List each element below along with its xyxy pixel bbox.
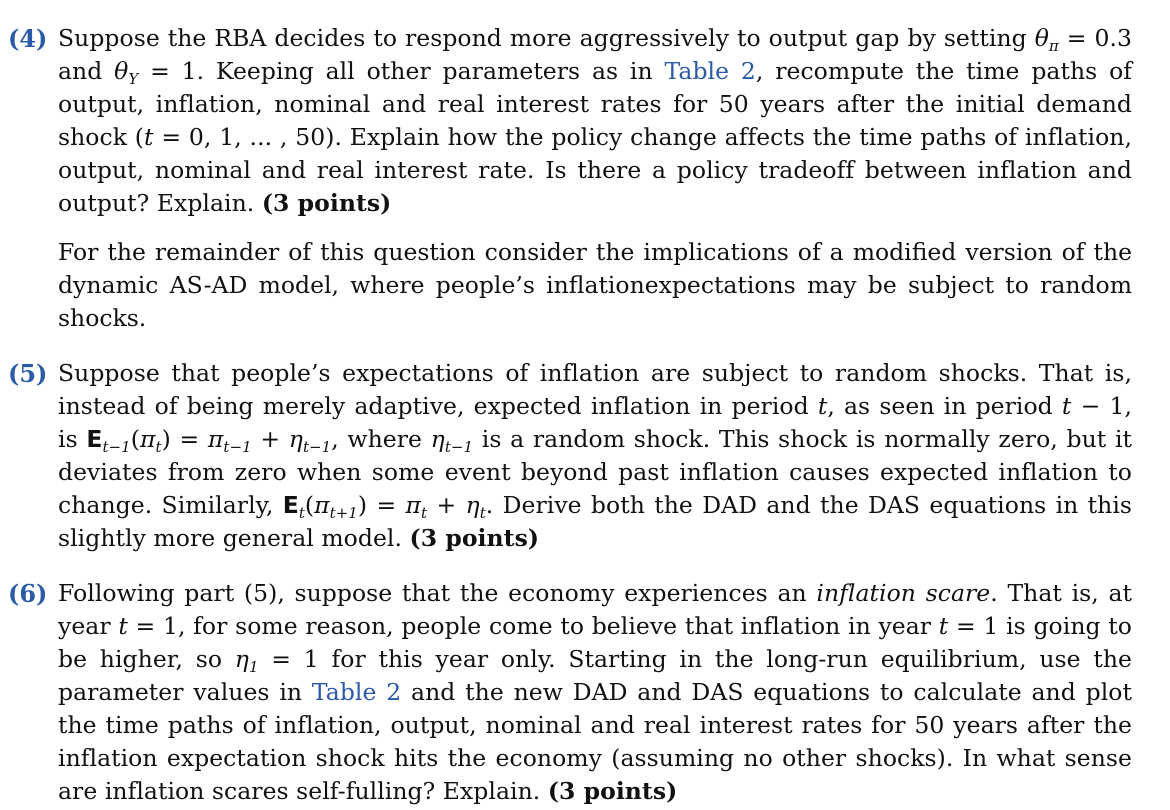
points-label: (3 points) bbox=[261, 189, 392, 217]
question-item-4 bbox=[8, 22, 1132, 220]
remainder-paragraph: For the remainder of this question consider the implications of a modified version of the dynamic AS-AD model, where people’s inflationexpectations may be subject to random shocks. bbox=[58, 238, 1132, 332]
theta-pi-symbol: $\theta_\pi$ bbox=[1034, 24, 1059, 55]
question-item-6 bbox=[8, 577, 1132, 808]
item-number: (4) bbox=[8, 24, 48, 53]
points-label: (3 points) bbox=[547, 777, 678, 805]
item-text: Following part (5), suppose that the economy experiences an inflation scare. That is, at year t = 1, for some reason, people come to believe that inflation in year t = 1 is going to be higher, so $\eta_1 = 1$ for this year only. Starting in the long-run equilibrium, use the parameter values in Table 2 and the new DAD and DAS equations to calculate and plot the time paths of inflation, output, nominal and real interest rates for 50 years after the inflation expectation shock hits the economy (assuming no other shocks). In what sense are inflation scares self-fulling? Explain. (3 points) bbox=[58, 579, 1133, 805]
item-number: (5) bbox=[8, 359, 48, 388]
points-label: (3 points) bbox=[409, 524, 540, 552]
inflation-scare-term: inflation scare bbox=[816, 579, 991, 607]
item-text: Suppose the RBA decides to respond more aggressively to output gap by setting $\theta_\pi = 0.3$ and $\theta_Y = 1$. Keeping all other parameters as in Table 2, recompute the time paths of output, inflation, nominal and real interest rates for 50 years after the initial demand shock (t = 0, 1, ... , 50). Explain how the policy change affects the time paths of inflation, output, nominal and real interest rate. Is there a policy tradeoff between inflation and output? Explain. (3 points) bbox=[58, 24, 1133, 217]
item-text: Suppose that people’s expectations of inflation are subject to random shocks. That is, instead of being merely adaptive, expected inflation in period t, as seen in period t − 1, is $E_{t-1}(\pi_t) = \pi_{t-1} + \eta_{t-1}$, where $\eta_{t-1}$ is a random shock. This shock is normally zero, but it deviates from zero when some event beyond past inflation causes expected inflation to change. Similarly, $E_t(\pi_{t+1}) = \pi_t + \eta_t$. Derive both the DAD and the DAS equations in this slightly more general model. (3 points) bbox=[58, 359, 1133, 552]
item-number: (6) bbox=[8, 579, 48, 608]
question-item-5 bbox=[8, 357, 1132, 555]
table-2-link[interactable]: Table 2 bbox=[664, 57, 756, 85]
theta-y-symbol: $\theta_Y$ bbox=[114, 57, 139, 88]
table-2-link[interactable]: Table 2 bbox=[311, 678, 402, 706]
